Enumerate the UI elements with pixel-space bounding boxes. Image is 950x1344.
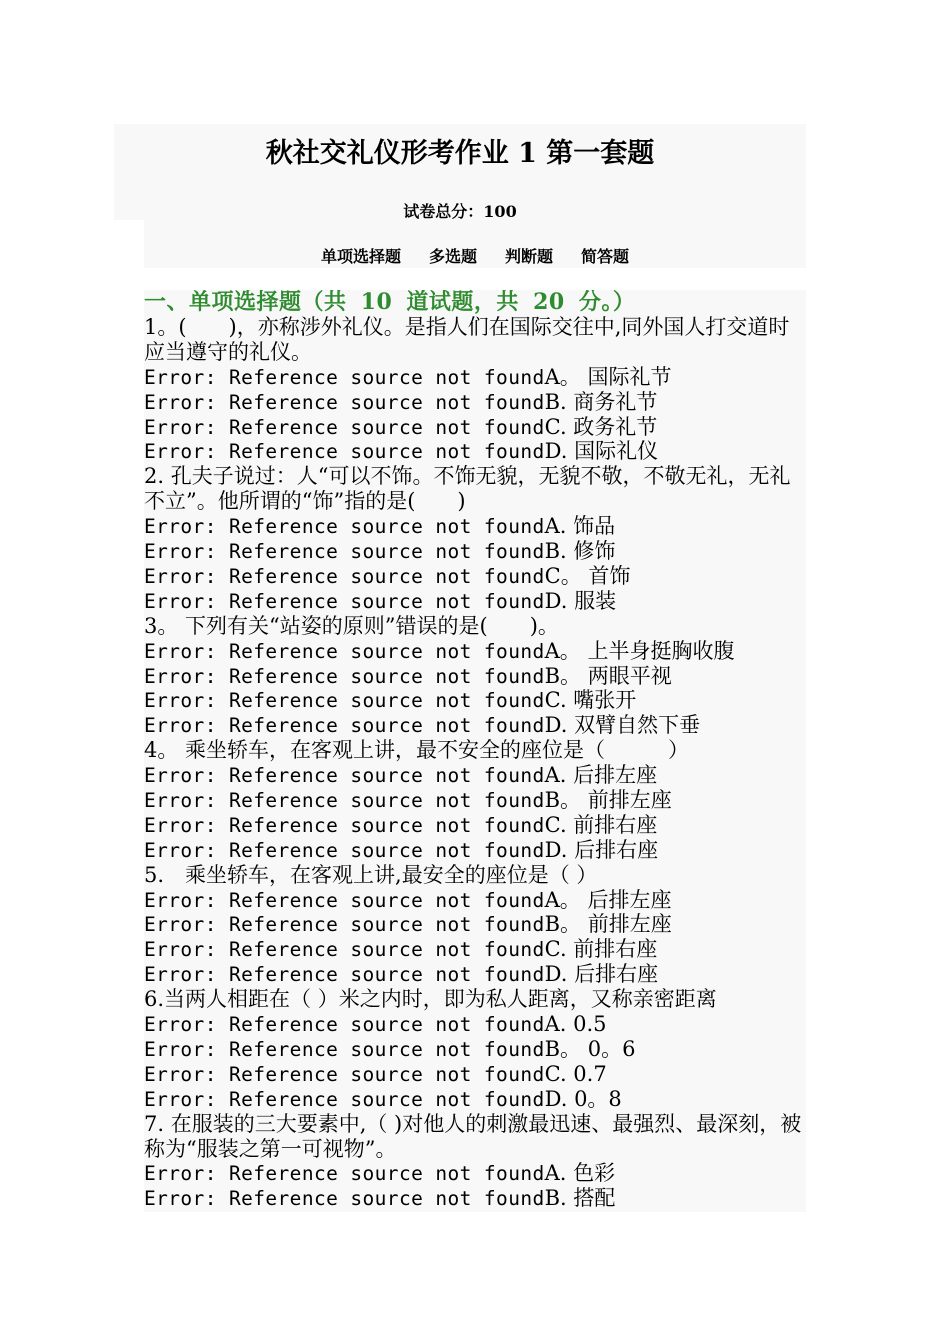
page-title: 秋社交礼仪形考作业 1 第一套题 [265,138,655,169]
error-reference-text: Error: Reference source not found [144,639,545,663]
answer-option[interactable] [144,763,806,788]
answer-option[interactable] [144,1012,806,1037]
option-label: A. 后排左座 [544,763,658,788]
answer-option[interactable] [144,888,806,913]
option-label: B。 前排左座 [544,788,672,813]
error-reference-text: Error: Reference source not found [144,664,545,688]
option-label: D. 0。8 [544,1086,622,1111]
option-label: B。 两眼平视 [544,663,672,688]
answer-option[interactable] [144,962,806,987]
answer-option[interactable] [144,838,806,863]
answer-option[interactable] [144,788,806,813]
answer-option[interactable] [144,1062,806,1087]
option-label: C。 首饰 [544,563,631,588]
error-reference-text: Error: Reference source not found [144,415,545,439]
answer-option[interactable] [144,1161,806,1186]
error-reference-text: Error: Reference source not found [144,689,545,713]
question-text: 6.当两人相距在（ ）米之内时，即为私人距离，又称亲密距离 [144,987,717,1012]
option-label: A. 色彩 [544,1161,616,1186]
option-label: D. 国际礼仪 [544,439,659,464]
option-label: C. 0.7 [544,1061,607,1086]
answer-option[interactable] [144,1186,806,1211]
answer-option[interactable] [144,1037,806,1062]
section-heading: 一、单项选择题（共 10 道试题，共 20 分。） [144,290,636,315]
error-reference-text: Error: Reference source not found [144,1037,545,1061]
error-reference-text: Error: Reference source not found [144,589,545,613]
option-label: B。 0。6 [544,1036,636,1061]
question-text: 2. 孔夫子说过：人“可以不饰。不饰无貌，无貌不敬，不敬无礼，无礼不立”。他所谓的“饰”指的是( ) [144,464,791,514]
answer-option[interactable] [144,664,806,689]
error-reference-text: Error: Reference source not found [144,913,545,937]
error-reference-text: Error: Reference source not found [144,963,545,987]
option-label: C. 前排右座 [544,937,658,962]
error-reference-text: Error: Reference source not found [144,390,545,414]
answer-option[interactable] [144,564,806,589]
answer-option[interactable] [144,937,806,962]
option-label: B. 商务礼节 [544,389,658,414]
total-score: 试卷总分：100 [403,202,517,221]
answer-option[interactable] [144,539,806,564]
error-reference-text: Error: Reference source not found [144,1087,545,1111]
option-label: C. 政务礼节 [544,414,658,439]
answer-option[interactable] [144,589,806,614]
error-reference-text: Error: Reference source not found [144,540,545,564]
answer-option[interactable] [144,1087,806,1112]
answer-option[interactable] [144,813,806,838]
option-label: D. 服装 [544,588,617,613]
error-reference-text: Error: Reference source not found [144,564,545,588]
answer-option[interactable] [144,514,806,539]
question-text: 7. 在服装的三大要素中,（ )对他人的刺激最迅速、最强烈、最深刻，被称为“服装之第一可视物”。 [144,1111,802,1161]
option-label: C. 前排右座 [544,812,658,837]
tab-true-false[interactable]: 判断题 [505,247,554,266]
tab-multiple-choice[interactable]: 多选题 [428,247,477,266]
error-reference-text: Error: Reference source not found [144,1162,545,1186]
answer-option[interactable] [144,439,806,464]
error-reference-text: Error: Reference source not found [144,764,545,788]
error-reference-text: Error: Reference source not found [144,938,545,962]
answer-option[interactable] [144,415,806,440]
answer-option[interactable] [144,688,806,713]
option-label: D. 后排右座 [544,962,659,987]
question-content [144,290,806,1212]
error-reference-text: Error: Reference source not found [144,888,545,912]
error-reference-text: Error: Reference source not found [144,1013,545,1037]
option-label: B. 搭配 [544,1186,616,1211]
error-reference-text: Error: Reference source not found [144,1062,545,1086]
error-reference-text: Error: Reference source not found [144,789,545,813]
error-reference-text: Error: Reference source not found [144,1187,545,1211]
question-list [144,315,806,1211]
error-reference-text: Error: Reference source not found [144,365,545,389]
option-label: B. 修饰 [544,539,616,564]
option-label: C. 嘴张开 [544,688,637,713]
question-text: 4。 乘坐轿车，在客观上讲，最不安全的座位是（ ） [144,738,690,763]
error-reference-text: Error: Reference source not found [144,714,545,738]
question-text: 3。 下列有关“站姿的原则”错误的是( )。 [144,613,559,638]
option-label: A。 后排左座 [544,887,672,912]
error-reference-text: Error: Reference source not found [144,813,545,837]
option-label: A。 上半身挺胸收腹 [544,638,735,663]
error-reference-text: Error: Reference source not found [144,515,545,539]
option-label: B。 前排左座 [544,912,672,937]
tab-short-answer[interactable]: 简答题 [581,247,630,266]
answer-option[interactable] [144,390,806,415]
answer-option[interactable] [144,639,806,664]
question-text: 5. 乘坐轿车，在客观上讲,最安全的座位是（ ） [144,862,598,887]
error-reference-text: Error: Reference source not found [144,440,545,464]
option-label: D. 后排右座 [544,837,659,862]
question-text: 1。( )，亦称涉外礼仪。是指人们在国际交往中,同外国人打交道时应当遵守的礼仪。 [144,315,790,364]
error-reference-text: Error: Reference source not found [144,838,545,862]
option-label: D. 双臂自然下垂 [544,713,701,738]
question-type-tabs [144,244,806,267]
answer-option[interactable] [144,912,806,937]
option-label: A. 饰品 [544,514,616,539]
answer-option[interactable] [144,713,806,738]
option-label: A。 国际礼节 [544,364,672,389]
option-label: A. 0.5 [544,1012,607,1037]
tab-single-choice[interactable]: 单项选择题 [320,247,401,266]
answer-option[interactable] [144,365,806,390]
